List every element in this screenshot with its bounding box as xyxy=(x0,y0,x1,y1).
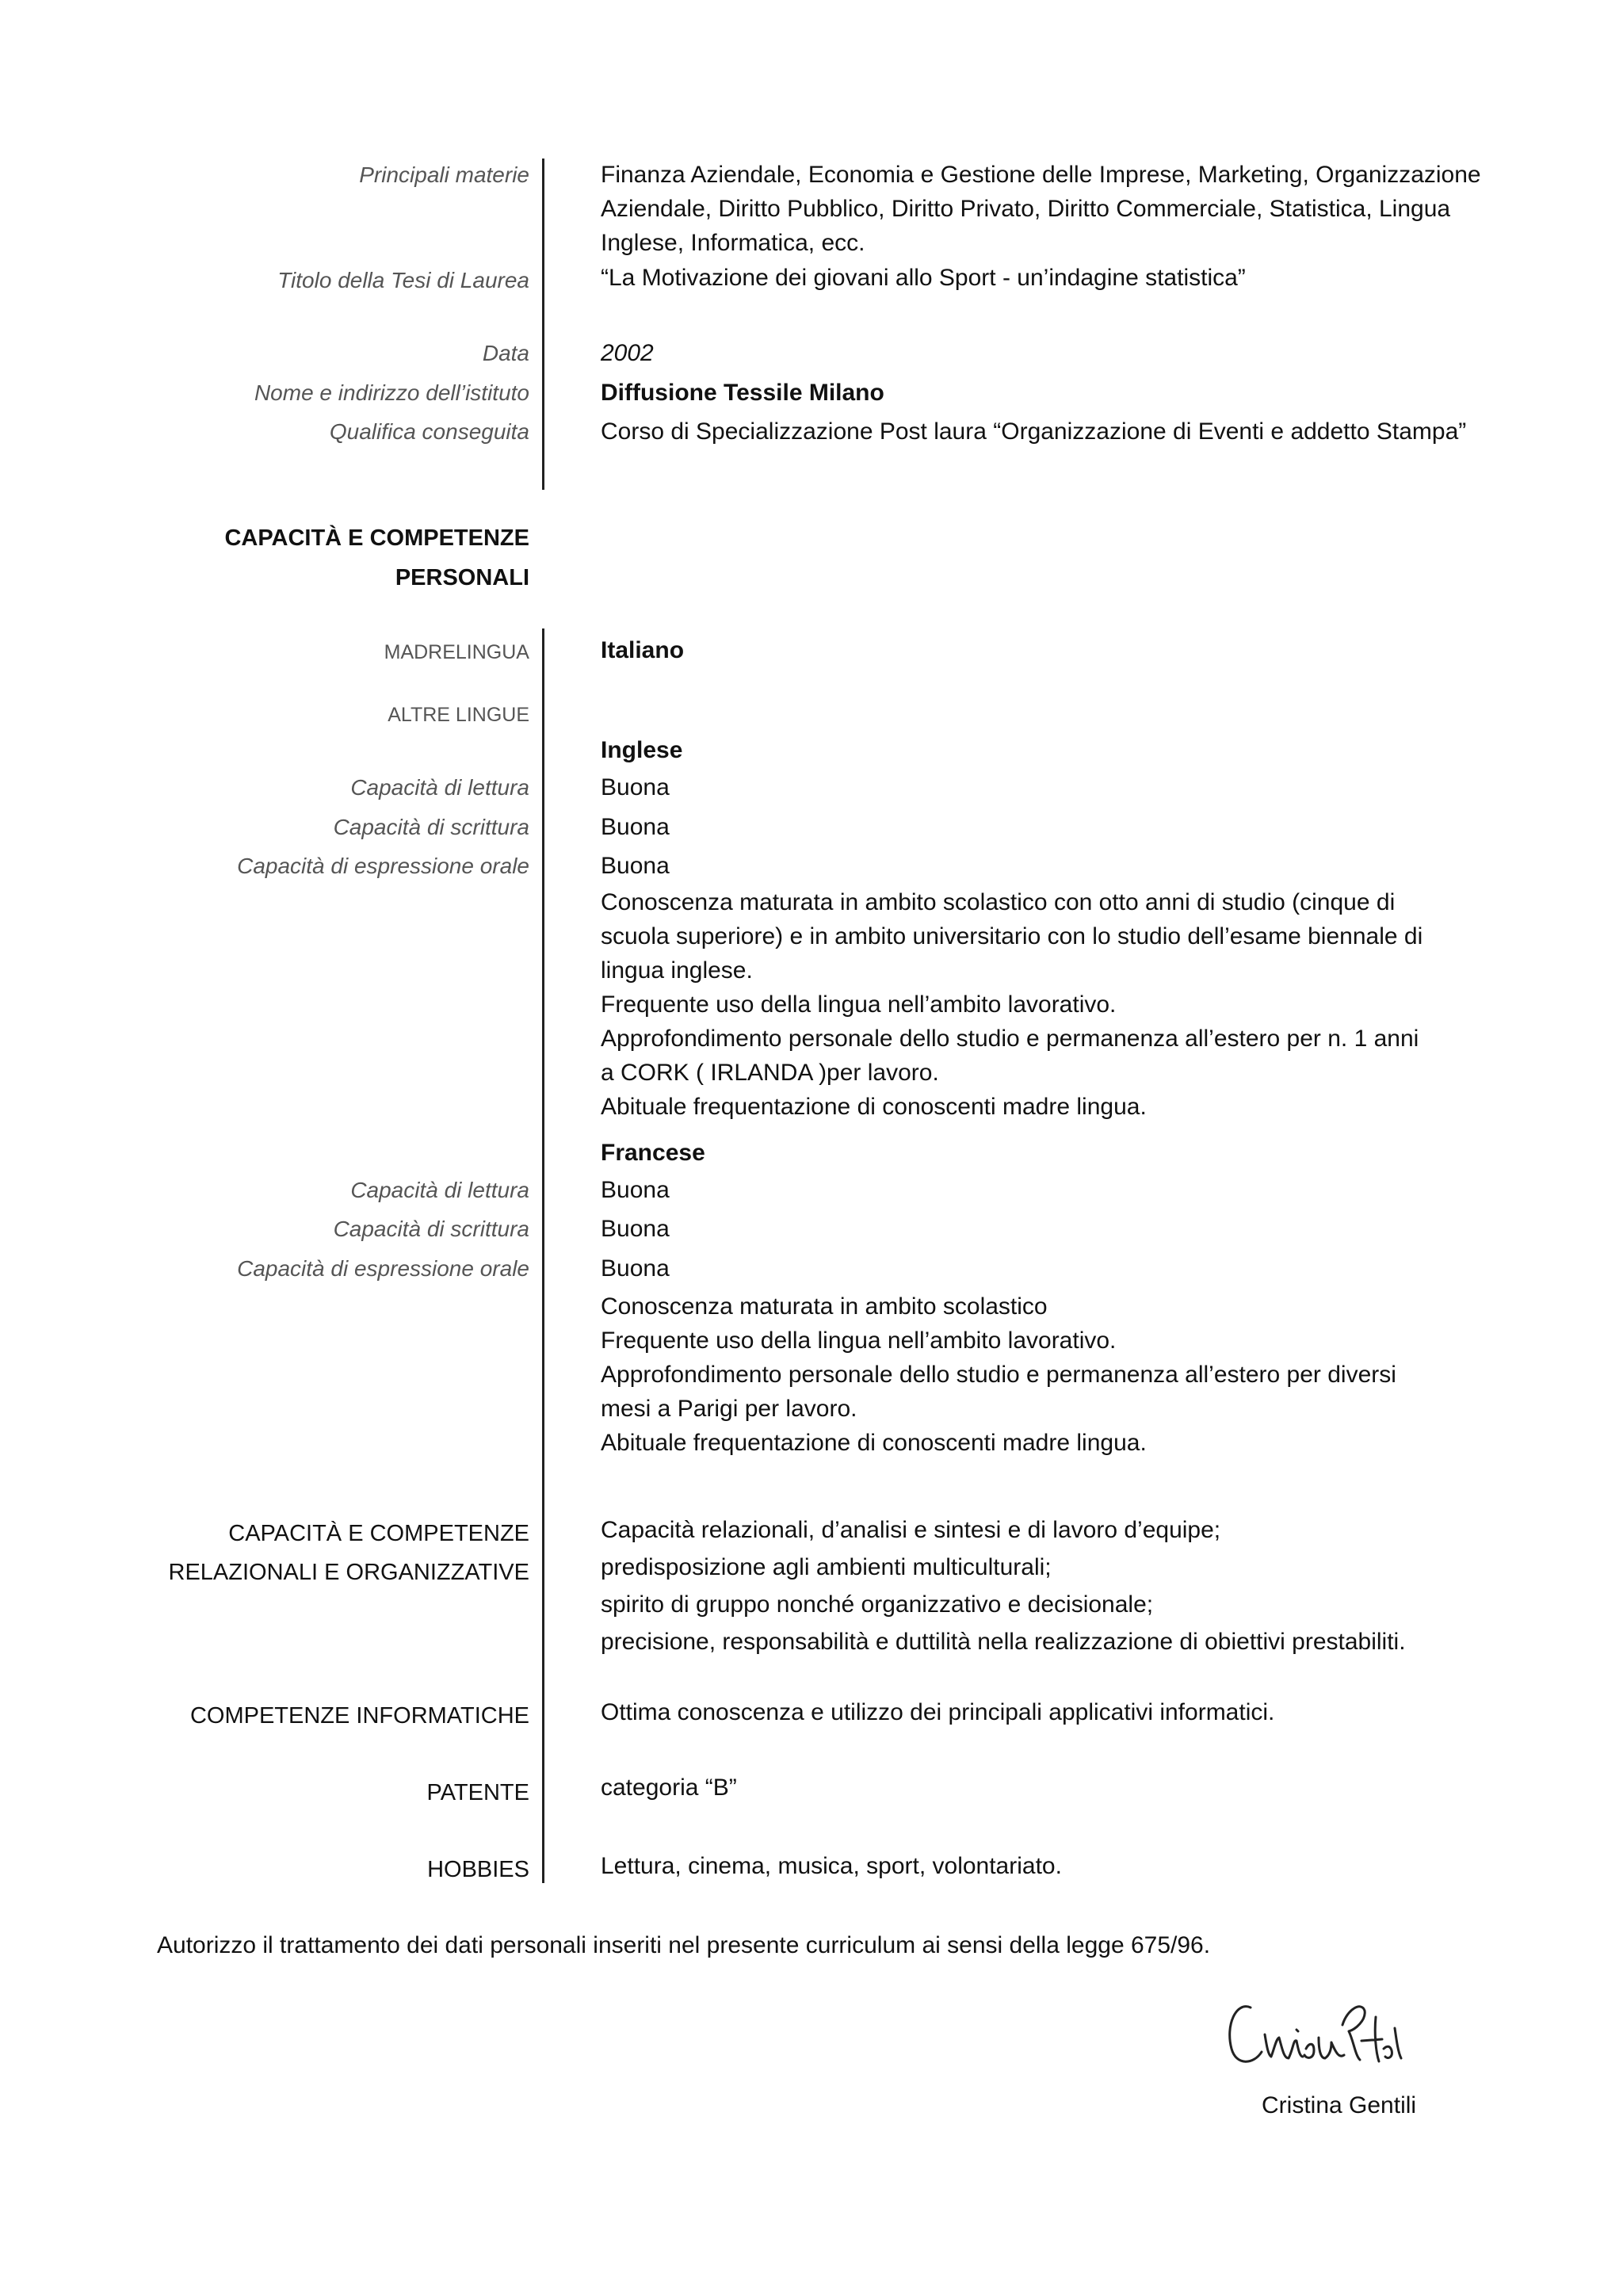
personal-heading-line2: PERSONALI xyxy=(395,565,529,590)
column-divider-bottom xyxy=(542,628,544,1883)
inglese-note-6: a CORK ( IRLANDA )per lavoro. xyxy=(601,1060,939,1086)
inglese-note-3: lingua inglese. xyxy=(601,957,753,984)
materie-label: Principali materie xyxy=(359,162,529,187)
francese-orale-value: Buona xyxy=(601,1255,670,1282)
madrelingua-value: Italiano xyxy=(601,637,685,663)
materie-line-1: Finanza Aziendale, Economia e Gestione delle Imprese, Marketing, Organizzazione xyxy=(601,162,1481,188)
francese-note-1: Conoscenza maturata in ambito scolastico xyxy=(601,1293,1048,1320)
istituto-label: Nome e indirizzo dell’istituto xyxy=(254,380,529,405)
inglese-note-4: Frequente uso della lingua nell’ambito lavorativo. xyxy=(601,991,1117,1018)
tesi-label: Titolo della Tesi di Laurea xyxy=(277,268,529,292)
relazionali-line-2: predisposizione agli ambienti multiculturali; xyxy=(601,1554,1052,1580)
materie-line-2: Aziendale, Diritto Pubblico, Diritto Privato, Diritto Commerciale, Statistica, Lingua xyxy=(601,196,1451,222)
francese-note-4: mesi a Parigi per lavoro. xyxy=(601,1396,857,1422)
relazionali-line-1: Capacità relazionali, d’analisi e sintesi e di lavoro d’equipe; xyxy=(601,1517,1221,1543)
francese-scrittura-label: Capacità di scrittura xyxy=(333,1217,529,1241)
relazionali-label-line2: RELAZIONALI E ORGANIZZATIVE xyxy=(168,1560,529,1585)
inglese-orale-value: Buona xyxy=(601,853,670,879)
language-name-francese: Francese xyxy=(601,1140,705,1166)
altre-lingue-label: ALTRE LINGUE xyxy=(388,704,529,726)
madrelingua-label: MADRELINGUA xyxy=(384,641,529,663)
data-label: Data xyxy=(482,341,529,365)
francese-lettura-label: Capacità di lettura xyxy=(350,1178,529,1202)
francese-note-5: Abituale frequentazione di conoscenti madre lingua. xyxy=(601,1430,1147,1456)
francese-note-3: Approfondimento personale dello studio e permanenza all’estero per diversi xyxy=(601,1362,1396,1388)
patente-value: categoria “B” xyxy=(601,1775,737,1801)
hobbies-value: Lettura, cinema, musica, sport, volontariato. xyxy=(601,1853,1062,1879)
inglese-note-2: scuola superiore) e in ambito universitario con lo studio dell’esame biennale di xyxy=(601,923,1423,949)
inglese-lettura-value: Buona xyxy=(601,774,670,800)
relazionali-line-4: precisione, responsabilità e duttilità nella realizzazione di obiettivi prestabiliti. xyxy=(601,1629,1406,1655)
informatiche-value: Ottima conoscenza e utilizzo dei principali applicativi informatici. xyxy=(601,1699,1275,1725)
informatiche-label: COMPETENZE INFORMATICHE xyxy=(189,1703,529,1729)
istituto-value: Diffusione Tessile Milano xyxy=(601,380,884,406)
inglese-scrittura-value: Buona xyxy=(601,814,670,840)
signature-image xyxy=(1220,1993,1411,2080)
authorization-statement: Autorizzo il trattamento dei dati personali inseriti nel presente curriculum ai sensi della legge 675/96. xyxy=(157,1932,1211,1958)
tesi-value: “La Motivazione dei giovani allo Sport - un’indagine statistica” xyxy=(601,265,1246,291)
inglese-note-1: Conoscenza maturata in ambito scolastico con otto anni di studio (cinque di xyxy=(601,889,1396,915)
language-name-inglese: Inglese xyxy=(601,737,683,763)
francese-note-2: Frequente uso della lingua nell’ambito lavorativo. xyxy=(601,1328,1117,1354)
inglese-note-5: Approfondimento personale dello studio e permanenza all’estero per n. 1 anni xyxy=(601,1026,1419,1052)
materie-line-3: Inglese, Informatica, ecc. xyxy=(601,230,865,256)
data-value: 2002 xyxy=(601,340,654,366)
personal-heading-line1: CAPACITÀ E COMPETENZE xyxy=(224,525,529,551)
inglese-note-7: Abituale frequentazione di conoscenti madre lingua. xyxy=(601,1094,1147,1120)
relazionali-line-3: spirito di gruppo nonché organizzativo e decisionale; xyxy=(601,1591,1154,1618)
qualifica-value: Corso di Specializzazione Post laura “Organizzazione di Eventi e addetto Stampa” xyxy=(601,418,1467,445)
inglese-lettura-label: Capacità di lettura xyxy=(350,775,529,800)
qualifica-label: Qualifica conseguita xyxy=(329,419,529,444)
relazionali-label-line1: CAPACITÀ E COMPETENZE xyxy=(228,1521,529,1546)
francese-orale-label: Capacità di espressione orale xyxy=(237,1256,529,1281)
inglese-scrittura-label: Capacità di scrittura xyxy=(333,815,529,839)
signatory-name: Cristina Gentili xyxy=(1262,2092,1417,2118)
inglese-orale-label: Capacità di espressione orale xyxy=(237,854,529,878)
column-divider-top xyxy=(542,159,544,490)
francese-scrittura-value: Buona xyxy=(601,1216,670,1242)
hobbies-label: HOBBIES xyxy=(427,1857,529,1882)
patente-label: PATENTE xyxy=(426,1780,529,1805)
francese-lettura-value: Buona xyxy=(601,1177,670,1203)
